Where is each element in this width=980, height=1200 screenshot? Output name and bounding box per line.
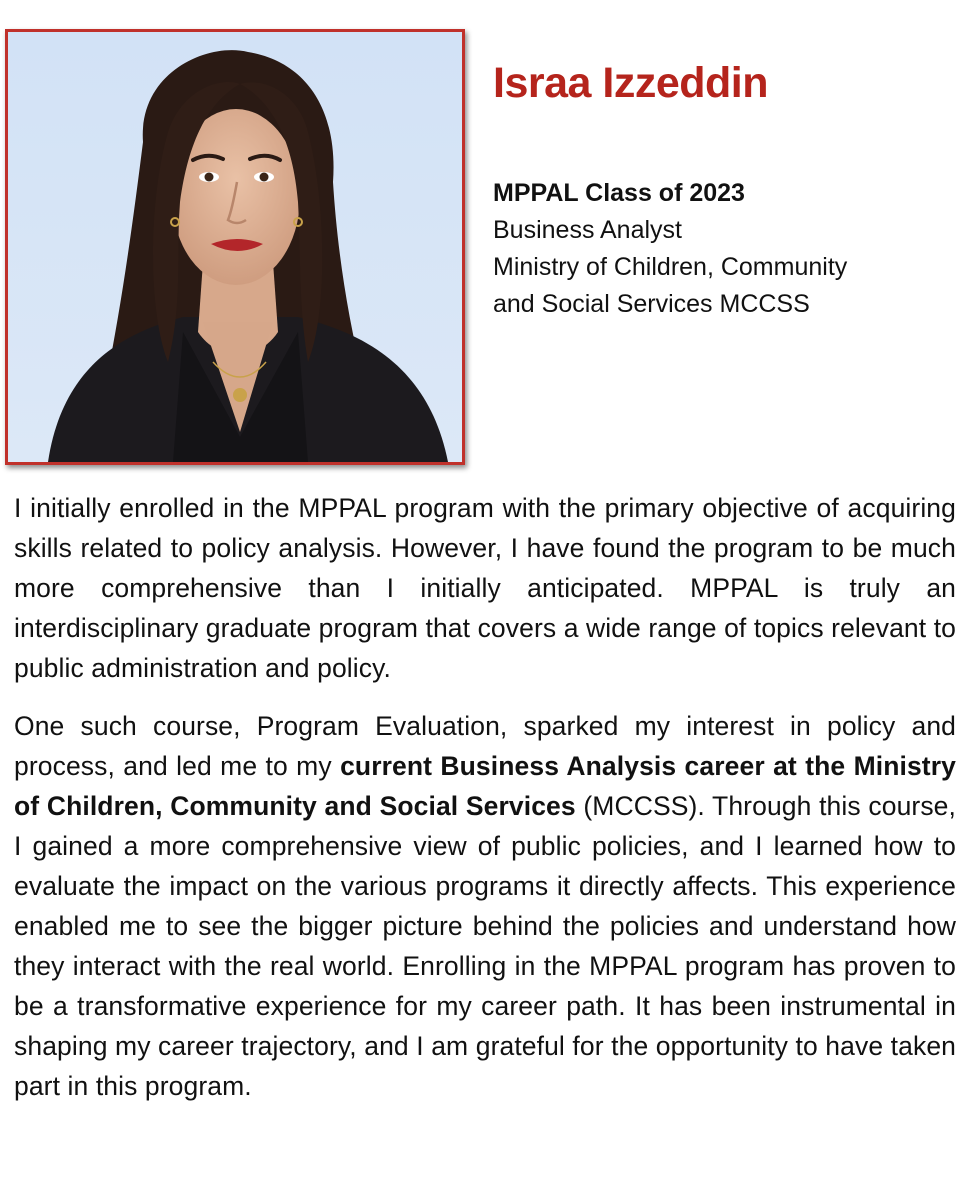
organization-line-1: Ministry of Children, Community	[493, 252, 848, 281]
job-title: Business Analyst	[493, 215, 682, 244]
testimonial-paragraph-1: I initially enrolled in the MPPAL program with the primary objective of acquiring skills related to policy analysis. However, I have found the program to be much more comprehensive than I initially anticipated. MPPAL is truly an interdisciplinary graduate program that covers a wide range of topics relevant to public administration and policy.	[14, 493, 956, 683]
testimonial-paragraph-2	[14, 706, 956, 1106]
organization-line-2: and Social Services MCCSS	[493, 289, 810, 318]
class-of: MPPAL Class of 2023	[493, 178, 745, 207]
profile-details	[493, 175, 963, 323]
portrait-illustration	[8, 32, 462, 462]
testimonial-body	[14, 488, 956, 1124]
paragraph-2-intro: One such course, Program Evaluation, sparked my interest in policy and process, and led me to my	[14, 711, 956, 781]
person-name: Israa Izzeddin	[493, 59, 768, 107]
paragraph-2-rest: (MCCSS). Through this course, I gained a more comprehensive view of public policies, and I learned how to evaluate the impact on the various programs it directly affects. This experience enabled me to see the bigger picture behind the policies and understand how they interact with the real world. Enrolling in the MPPAL program has proven to be a transformative experience for my career path. It has been instrumental in shaping my career trajectory, and I am grateful for the opportunity to have taken part in this program.	[14, 791, 956, 1101]
profile-header	[493, 58, 963, 323]
paragraph-2-highlight: current Business Analysis career at the Ministry of Children, Community and Social Services	[14, 751, 956, 821]
profile-photo	[5, 29, 465, 465]
